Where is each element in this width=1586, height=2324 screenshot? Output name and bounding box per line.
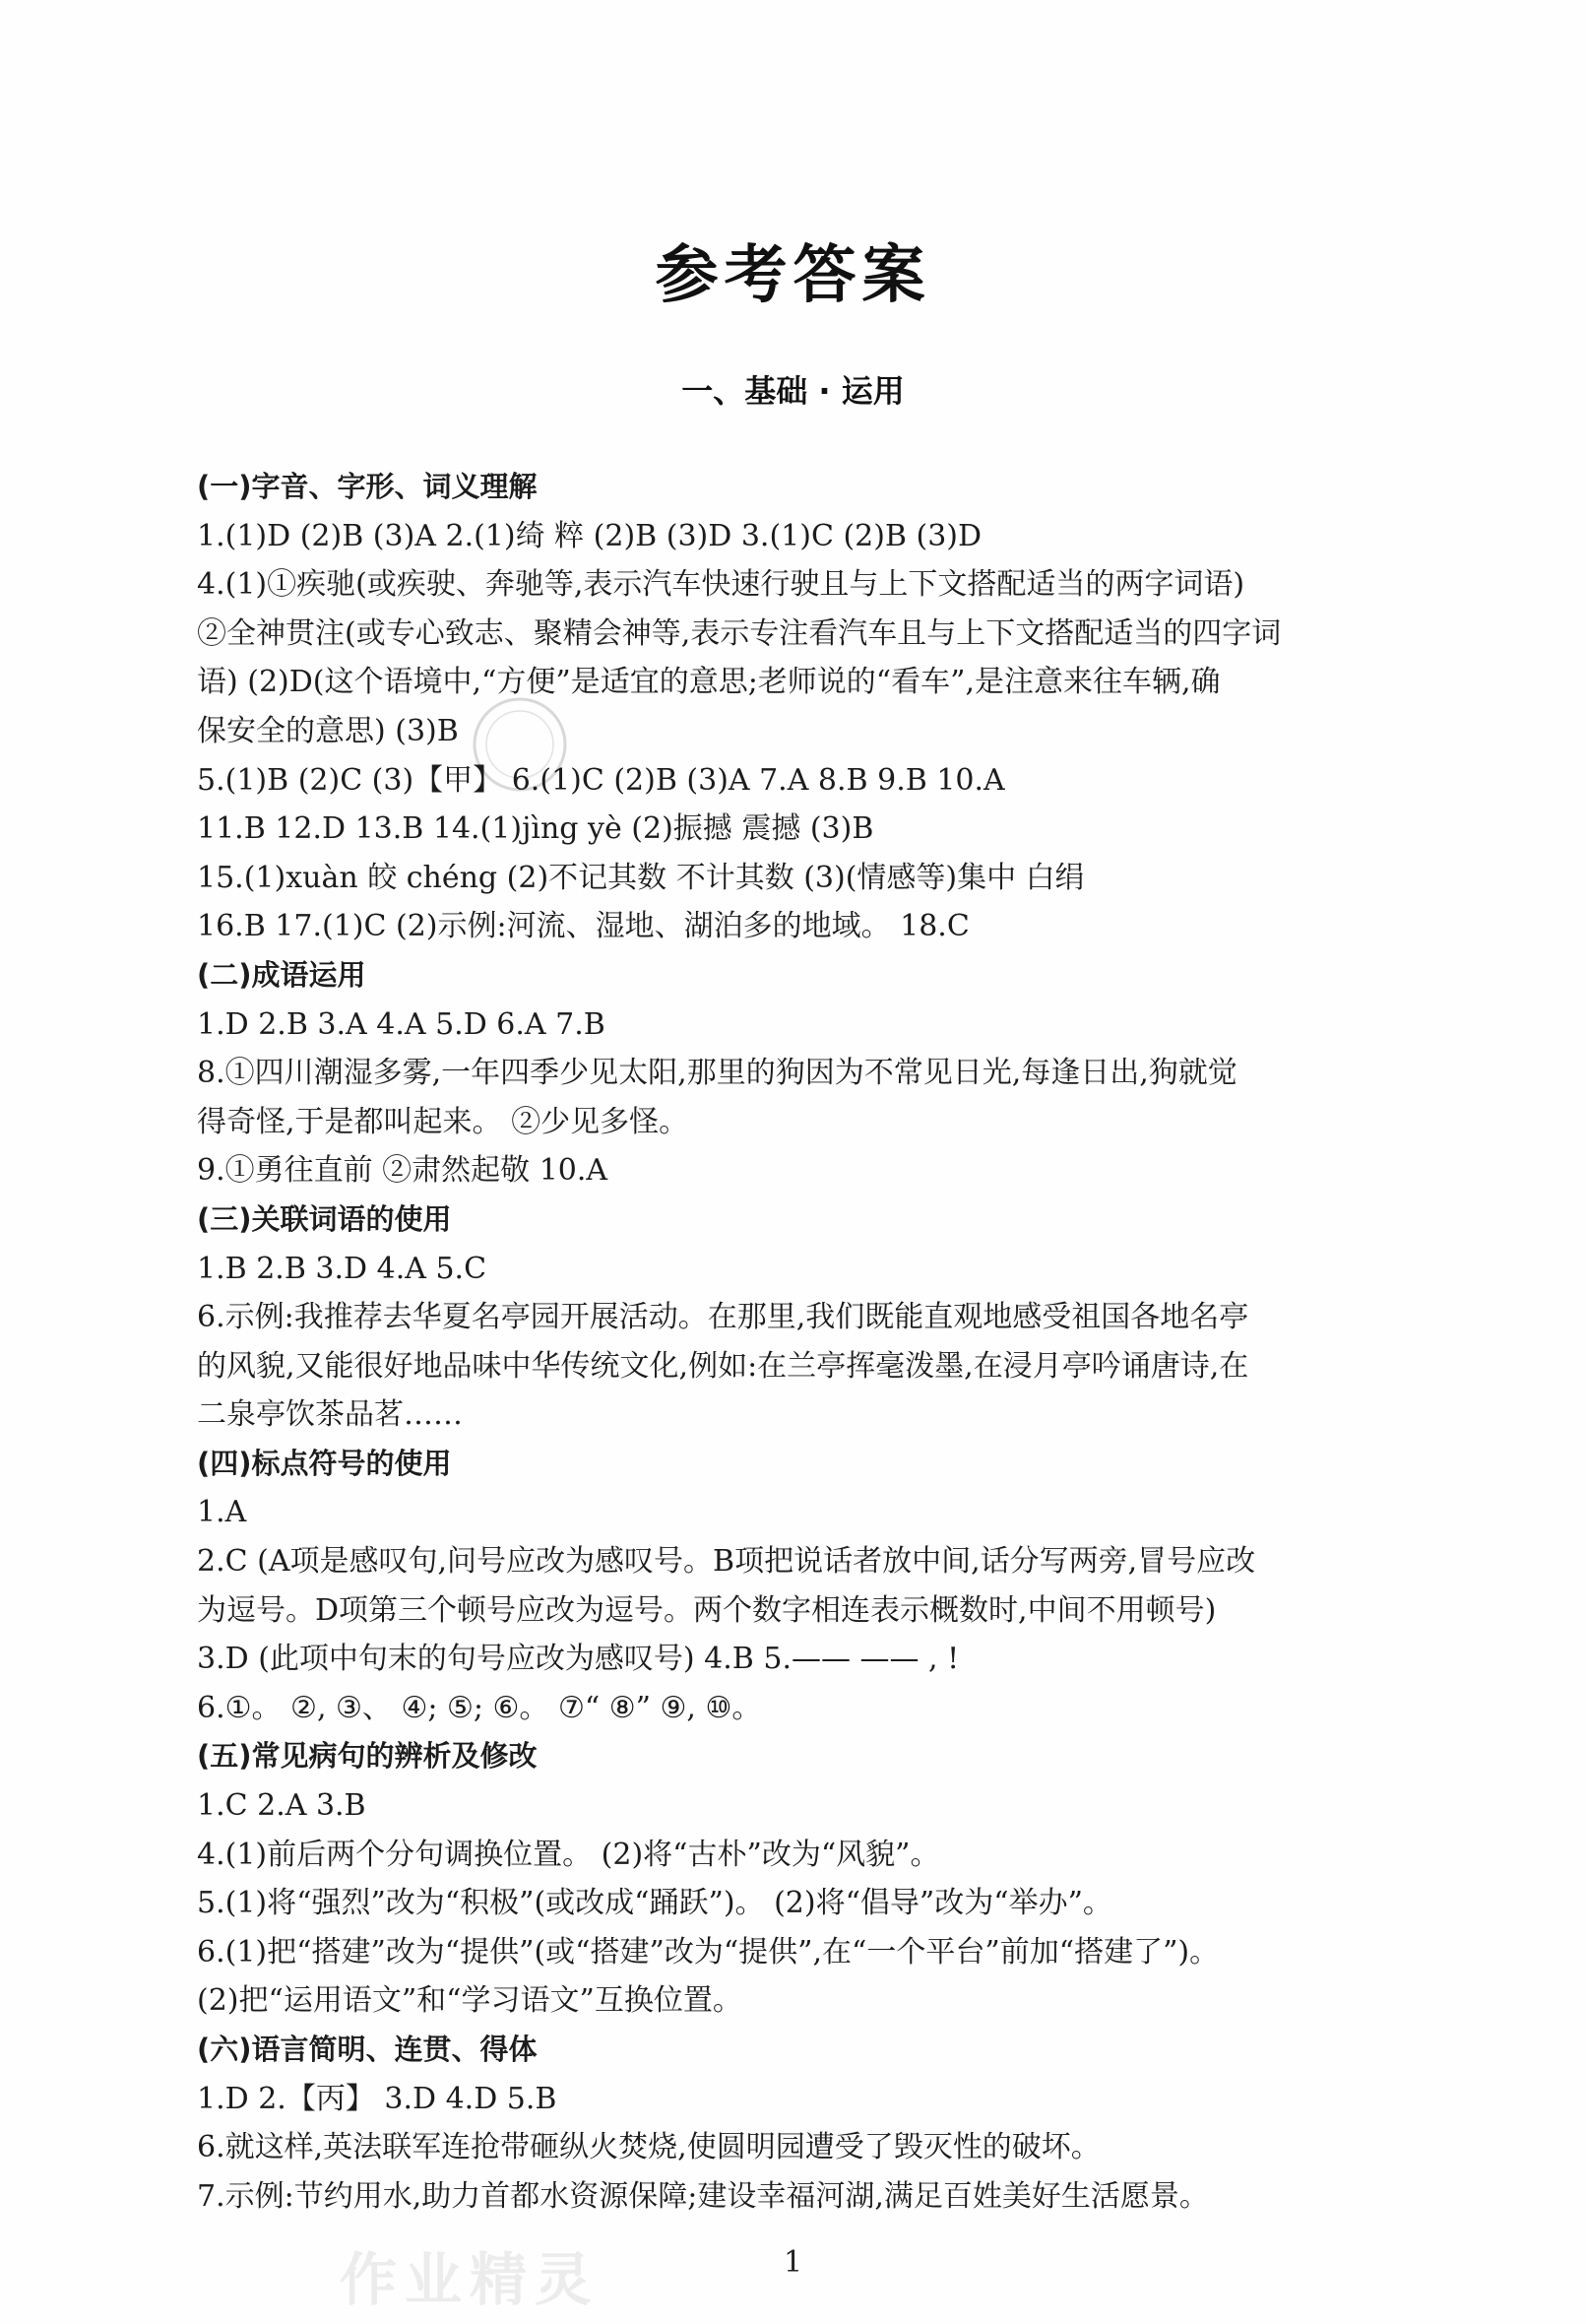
answer-line: 3.D (此项中句末的句号应改为感叹号) 4.B 5.—— —— , ! — [197, 1642, 960, 1677]
answer-line: 语) (2)D(这个语境中,“方便”是适宜的意思;老师说的“看车”,是注意来往车辆,确 — [197, 665, 1221, 700]
answer-line: 得奇怪,于是都叫起来。 ②少见多怪。 — [197, 1104, 689, 1139]
answer-list — [197, 463, 1427, 2221]
answer-line: 6.就这样,英法联军连抢带砸纵火焚烧,使圆明园遭受了毁灭性的破坏。 — [197, 2130, 1101, 2165]
answer-line: 11.B 12.D 13.B 14.(1)jìng yè (2)振撼 震撼 (3)B — [197, 811, 874, 847]
answer-line: 2.C (A项是感叹句,问号应改为感叹号。B项把说话者放中间,话分写两旁,冒号应改 — [197, 1544, 1256, 1580]
section-heading: (四)标点符号的使用 — [197, 1446, 452, 1480]
watermark-text: 作业精灵 — [340, 2246, 601, 2313]
answer-line: 5.(1)将“强烈”改为“积极”(或改成“踊跃”)。 (2)将“倡导”改为“举办”。 — [197, 1886, 1112, 1921]
section-title: 一、基础 · 运用 — [681, 372, 905, 410]
answer-line: 1.D 2.【丙】 3.D 4.D 5.B — [197, 2081, 557, 2116]
section-heading: (一)字音、字形、词义理解 — [197, 470, 538, 503]
answer-line: 1.C 2.A 3.B — [197, 1788, 366, 1824]
answer-line: 1.B 2.B 3.D 4.A 5.C — [197, 1251, 487, 1286]
answer-line: 的风貌,又能很好地品味中华传统文化,例如:在兰亭挥毫泼墨,在浸月亭吟诵唐诗,在 — [197, 1348, 1249, 1384]
answer-line: 8.①四川潮湿多雾,一年四季少见太阳,那里的狗因为不常见日光,每逢日出,狗就觉 — [197, 1056, 1237, 1091]
answer-line: 1.(1)D (2)B (3)A 2.(1)绮 粹 (2)B (3)D 3.(1)C (2)B (3)D — [197, 518, 983, 553]
answer-line: 1.D 2.B 3.A 4.A 5.D 6.A 7.B — [197, 1006, 605, 1042]
section-heading: (六)语言简明、连贯、得体 — [197, 2033, 538, 2066]
answer-line: 6.①。 ②, ③、 ④; ⑤; ⑥。 ⑦“ ⑧” ⑨, ⑩。 — [197, 1690, 762, 1725]
answer-line: 15.(1)xuàn 皎 chéng (2)不记其数 不计其数 (3)(情感等)集中 白绢 — [197, 860, 1085, 895]
page-title: 参考答案 — [655, 239, 931, 312]
answer-line: 6.(1)把“搭建”改为“提供”(或“搭建”改为“提供”,在“一个平台”前加“搭建了”)。 — [197, 1934, 1220, 1969]
answer-line: 4.(1)①疾驰(或疾驶、奔驰等,表示汽车快速行驶且与上下文搭配适当的两字词语) — [197, 567, 1245, 603]
answer-line: 1.A — [197, 1495, 247, 1530]
answer-line: ②全神贯注(或专心致志、聚精会神等,表示专注看汽车且与上下文搭配适当的四字词 — [197, 615, 1282, 651]
answer-line: 6.示例:我推荐去华夏名亭园开展活动。在那里,我们既能直观地感受祖国各地名亭 — [197, 1300, 1249, 1335]
section-heading: (三)关联词语的使用 — [197, 1201, 452, 1236]
page-number: 1 — [783, 2245, 803, 2280]
answer-line: 保安全的意思) (3)B — [197, 713, 459, 748]
section-heading: (二)成语运用 — [197, 957, 366, 992]
answer-line: (2)把“运用语文”和“学习语文”互换位置。 — [197, 1983, 742, 2019]
answer-line: 二泉亭饮茶品茗…… — [197, 1397, 463, 1433]
answer-line: 4.(1)前后两个分句调换位置。 (2)将“古朴”改为“风貌”。 — [197, 1837, 940, 1872]
answer-line: 为逗号。D项第三个顿号应改为逗号。两个数字相连表示概数时,中间不用顿号) — [197, 1592, 1217, 1628]
answer-line: 9.①勇往直前 ②肃然起敬 10.A — [197, 1153, 608, 1189]
answer-line: 7.示例:节约用水,助力首都水资源保障;建设幸福河湖,满足百姓美好生活愿景。 — [197, 2178, 1209, 2214]
answer-line: 16.B 17.(1)C (2)示例:河流、湿地、湖泊多的地域。 18.C — [197, 909, 970, 944]
section-heading: (五)常见病句的辨析及修改 — [197, 1739, 538, 1774]
answer-line: 5.(1)B (2)C (3)【甲】 6.(1)C (2)B (3)A 7.A 8.B 9.B 10.A — [197, 762, 1005, 798]
